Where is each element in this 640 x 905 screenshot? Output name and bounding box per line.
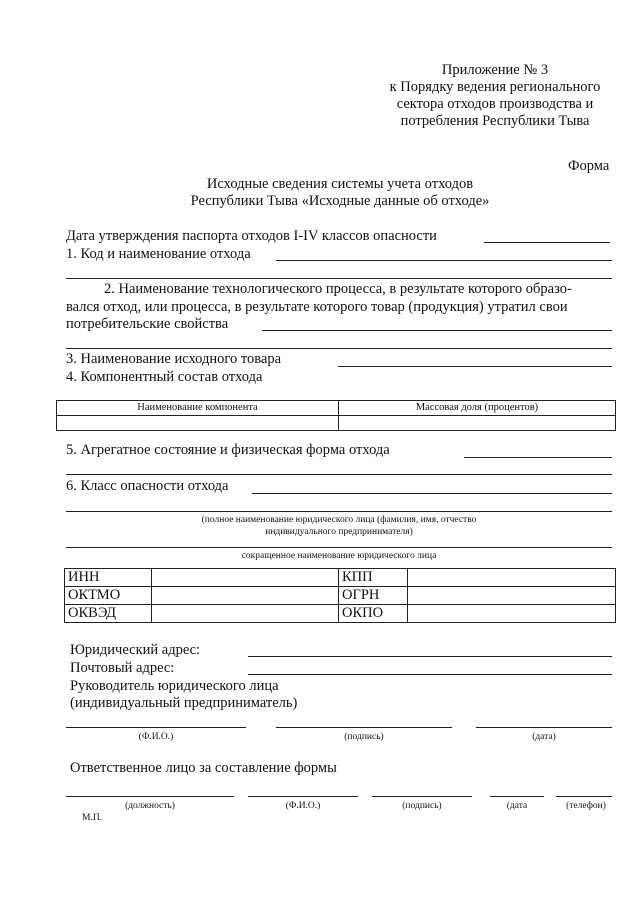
ogrn-value-cell[interactable] xyxy=(408,587,616,605)
signature-caption: (подпись) xyxy=(402,801,442,811)
oktmo-value-cell[interactable] xyxy=(152,587,339,605)
short-name-caption: сокращенное наименование юридического лица xyxy=(241,551,437,561)
phone-line xyxy=(556,796,612,797)
postal-address-line xyxy=(248,674,612,675)
okved-label: ОКВЭД xyxy=(65,605,152,623)
position-caption: (должность) xyxy=(125,801,175,811)
full-name-caption-2: индивидуального предпринимателя) xyxy=(265,527,413,537)
fio-caption: (Ф.И.О.) xyxy=(285,801,321,811)
hazard-class-line xyxy=(252,493,612,494)
fio-line xyxy=(248,796,358,797)
aggregate-state-label: 5. Агрегатное состояние и физическая форма отхода xyxy=(66,442,390,458)
oktmo-label: ОКТМО xyxy=(65,587,152,605)
kpp-label: КПП xyxy=(339,569,408,587)
phone-caption: (телефон) xyxy=(566,801,606,811)
aggregate-state-line-2 xyxy=(66,474,612,475)
head-fio-caption: (Ф.И.О.) xyxy=(138,732,174,742)
title-line-1: Исходные сведения системы учета отходов xyxy=(206,176,474,192)
waste-code-label: 1. Код и наименование отхода xyxy=(66,246,251,262)
kpp-value-cell[interactable] xyxy=(408,569,616,587)
full-name-caption-1: (полное наименование юридического лица (фамилия, имя, отчество xyxy=(201,515,477,525)
head-fio-line xyxy=(66,727,246,728)
head-date-caption: (дата) xyxy=(532,732,556,742)
head-date-line xyxy=(476,727,612,728)
date-line xyxy=(490,796,544,797)
aggregate-state-line xyxy=(464,457,612,458)
appendix-line-4: потребления Республики Тыва xyxy=(400,113,590,129)
source-product-line xyxy=(338,366,612,367)
inn-label: ИНН xyxy=(65,569,152,587)
postal-address-label: Почтовый адрес: xyxy=(70,660,175,676)
codes-table xyxy=(64,568,616,623)
head-label-2: (индивидуальный предприниматель) xyxy=(70,695,298,711)
process-label-line-1: 2. Наименование технологического процесса, в результате которого образо- xyxy=(104,281,572,297)
waste-code-line-2 xyxy=(66,278,612,279)
okpo-label: ОКПО xyxy=(339,605,408,623)
head-label-1: Руководитель юридического лица xyxy=(70,678,279,694)
ogrn-label: ОГРН xyxy=(339,587,408,605)
source-product-label: 3. Наименование исходного товара xyxy=(66,351,282,367)
inn-value-cell[interactable] xyxy=(152,569,339,587)
mass-share-cell[interactable] xyxy=(339,416,616,431)
process-line-2 xyxy=(66,348,612,349)
position-line xyxy=(66,796,234,797)
signature-line xyxy=(372,796,472,797)
passport-date-line xyxy=(484,242,610,243)
mass-share-header: Массовая доля (процентов) xyxy=(339,401,616,416)
process-label-line-3: потребительские свойства xyxy=(66,316,229,332)
date-caption: (дата xyxy=(506,801,528,811)
hazard-class-label: 6. Класс опасности отхода xyxy=(66,478,229,494)
okpo-value-cell[interactable] xyxy=(408,605,616,623)
waste-code-line xyxy=(276,260,612,261)
legal-address-line xyxy=(248,656,612,657)
form-label: Форма xyxy=(568,158,610,174)
short-name-line xyxy=(66,547,612,548)
appendix-line-1: Приложение № 3 xyxy=(441,62,549,78)
appendix-line-2: к Порядку ведения регионального xyxy=(389,79,601,95)
process-line xyxy=(262,330,612,331)
component-name-header: Наименование компонента xyxy=(57,401,339,416)
component-table xyxy=(56,400,616,431)
composition-label: 4. Компонентный состав отхода xyxy=(66,369,263,385)
title-line-2: Республики Тыва «Исходные данные об отходе» xyxy=(190,193,490,209)
process-label-line-2: вался отход, или процесса, в результате которого товар (продукция) утратил свои xyxy=(66,299,568,315)
full-name-line xyxy=(66,511,612,512)
legal-address-label: Юридический адрес: xyxy=(70,642,201,658)
head-signature-line xyxy=(276,727,452,728)
appendix-line-3: сектора отходов производства и xyxy=(396,96,594,112)
head-signature-caption: (подпись) xyxy=(344,732,384,742)
stamp-label: М.П. xyxy=(82,813,103,823)
component-name-cell[interactable] xyxy=(57,416,339,431)
okved-value-cell[interactable] xyxy=(152,605,339,623)
responsible-label: Ответственное лицо за составление формы xyxy=(70,760,337,776)
passport-date-label: Дата утверждения паспорта отходов I-IV классов опасности xyxy=(66,228,437,244)
